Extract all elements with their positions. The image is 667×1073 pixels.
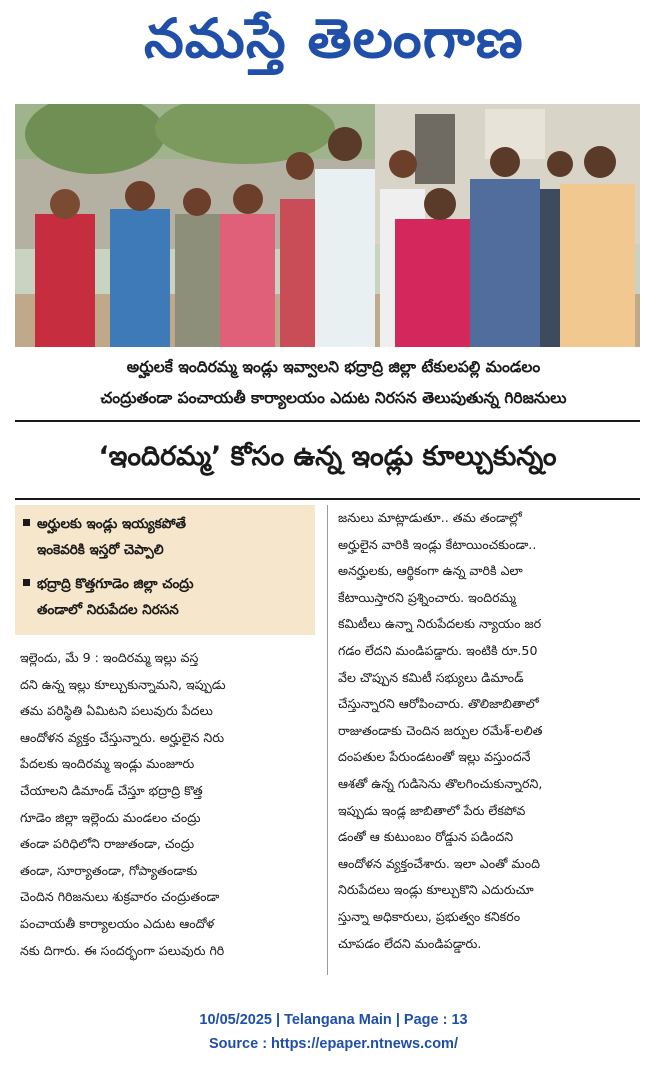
caption-line: అర్హులకే ఇందిరమ్మ ఇండ్లు ఇవ్వాలని భద్రాద్రి జిల్లా టేకులపల్లి మండలం <box>126 358 541 376</box>
highlight-item <box>23 571 309 623</box>
body-line: వేల చొప్పున కమిటీ సభ్యులు డిమాండ్ <box>338 669 524 685</box>
bullet-icon <box>23 519 30 526</box>
footer-date-line: 10/05/2025 | Telangana Main | Page : 13 <box>199 1012 468 1028</box>
body-line: రాజుతండాకు చెందిన జర్పుల రమేశ్-లలిత <box>338 722 543 738</box>
body-line: గడం లేదని మండిపడ్డారు. ఇంటికి రూ.50 <box>338 642 538 658</box>
highlight-text: ఇంకెవరికి ఇస్తరో చెప్పాలి <box>37 542 164 558</box>
body-line: చేయాలని డిమాండ్ చేస్తూ భద్రాద్రి కొత్త <box>20 782 203 798</box>
body-line: తమ పరిస్థితి ఏమిటని పలువురు పేదలు <box>20 703 213 719</box>
body-line: చూపడం లేదని మండిపడ్డారు. <box>338 935 482 951</box>
body-line: గూడెం జిల్లా ఇల్లెందు మండలం చంద్రు <box>20 809 201 825</box>
body-line: నకు దిగారు. ఈ సందర్భంగా పలువురు గిరి <box>20 942 225 958</box>
body-line: అనర్హులకు, ఆర్థికంగా ఉన్న వారికి ఎలా <box>338 563 523 579</box>
protest-photo-icon <box>15 104 640 347</box>
highlight-item <box>23 511 309 563</box>
body-line: పేదలకు ఇందిరమ్మ ఇండ్లు మంజూరు <box>20 756 195 772</box>
body-line: చేస్తున్నారని ఆరోపించారు. తొలిజాబితాలో <box>338 696 539 712</box>
body-line: ఆశతో ఉన్న గుడిసెను తొలగించుకున్నారని, <box>338 775 543 791</box>
body-line: స్తున్నా అధికారులు, ప్రభుత్వం కనికరం <box>338 908 521 924</box>
body-line: దంపతుల పేరుండటంతో ఇల్లు వస్తుందనే <box>338 749 531 765</box>
body-line: డంతో ఆ కుటుంబం రోడ్డున పడిందని <box>338 829 514 845</box>
highlight-text: తండాలో నిరుపేదల నిరసన <box>37 602 179 618</box>
body-line: ఇల్లెందు, మే 9 : ఇందిరమ్మ ఇల్లు వస్త <box>20 650 199 665</box>
highlights-box <box>15 505 315 635</box>
body-line: చెందిన గిరిజనులు శుక్రవారం చంద్రుతండా <box>20 889 220 905</box>
divider <box>15 420 640 422</box>
masthead <box>0 2 667 88</box>
headline: ‘ఇందిరమ్మ’ కోసం ఉన్న ఇండ్లు కూల్చుకున్నం <box>98 441 557 472</box>
body-line: జనులు మాట్లాడుతూ.. తమ తండాల్లో <box>338 510 522 525</box>
bullet-icon <box>23 579 30 586</box>
body-line: ఇప్పుడు ఇండ్ల జాబితాలో పేరు లేకపోవ <box>338 802 526 818</box>
news-photo <box>15 104 640 347</box>
body-line: ఆందోళన వ్యక్తంచేశారు. ఇలా ఎంతో మంది <box>338 855 541 871</box>
body-line: పంచాయతీ కార్యాలయం ఎదుట ఆందోళ <box>20 915 215 931</box>
masthead-title: నమస్తే తెలంగాణ <box>143 6 524 70</box>
column-divider <box>327 505 328 975</box>
body-line: కమిటీలు ఉన్నా నిరుపేదలకు న్యాయం జర <box>338 616 542 632</box>
body-line: తండా పరిధిలోని రాజుతండా, చంద్రు <box>20 836 195 852</box>
highlight-text: భద్రాద్రి కొత్తగూడెం జిల్లా చంద్రు <box>37 576 194 592</box>
caption-line: చంద్రుతండా పంచాయతీ కార్యాలయం ఎదుట నిరసన తెలుపుతున్న గిరిజనులు <box>100 389 567 407</box>
body-line: నిరుపేదలు ఇండ్లు కూల్చుకొని ఎదురుచూ <box>338 882 534 898</box>
divider <box>15 498 640 500</box>
body-line: అర్హులైన వారికి ఇండ్లు కేటాయించకుండా.. <box>338 536 537 552</box>
body-line: తండా, సూర్యాతండా, గోప్యాతండాకు <box>20 862 198 878</box>
body-line: దని ఉన్న ఇల్లు కూల్చుకున్నామని, ఇప్పుడు <box>20 676 226 692</box>
article-body-left <box>20 645 315 964</box>
article-body-right <box>338 505 638 957</box>
body-line: కేటాయిస్తారని ప్రశ్నించారు. ఇందిరమ్మ <box>338 589 516 605</box>
photo-caption <box>20 352 647 414</box>
footer-source-line: Source : https://epaper.ntnews.com/ <box>209 1036 458 1052</box>
body-line: ఆందోళన వ్యక్తం చేస్తున్నారు. అర్హులైన నిరు <box>20 729 225 745</box>
highlight-text: అర్హులకు ఇండ్లు ఇయ్యకపోతే <box>37 516 186 532</box>
